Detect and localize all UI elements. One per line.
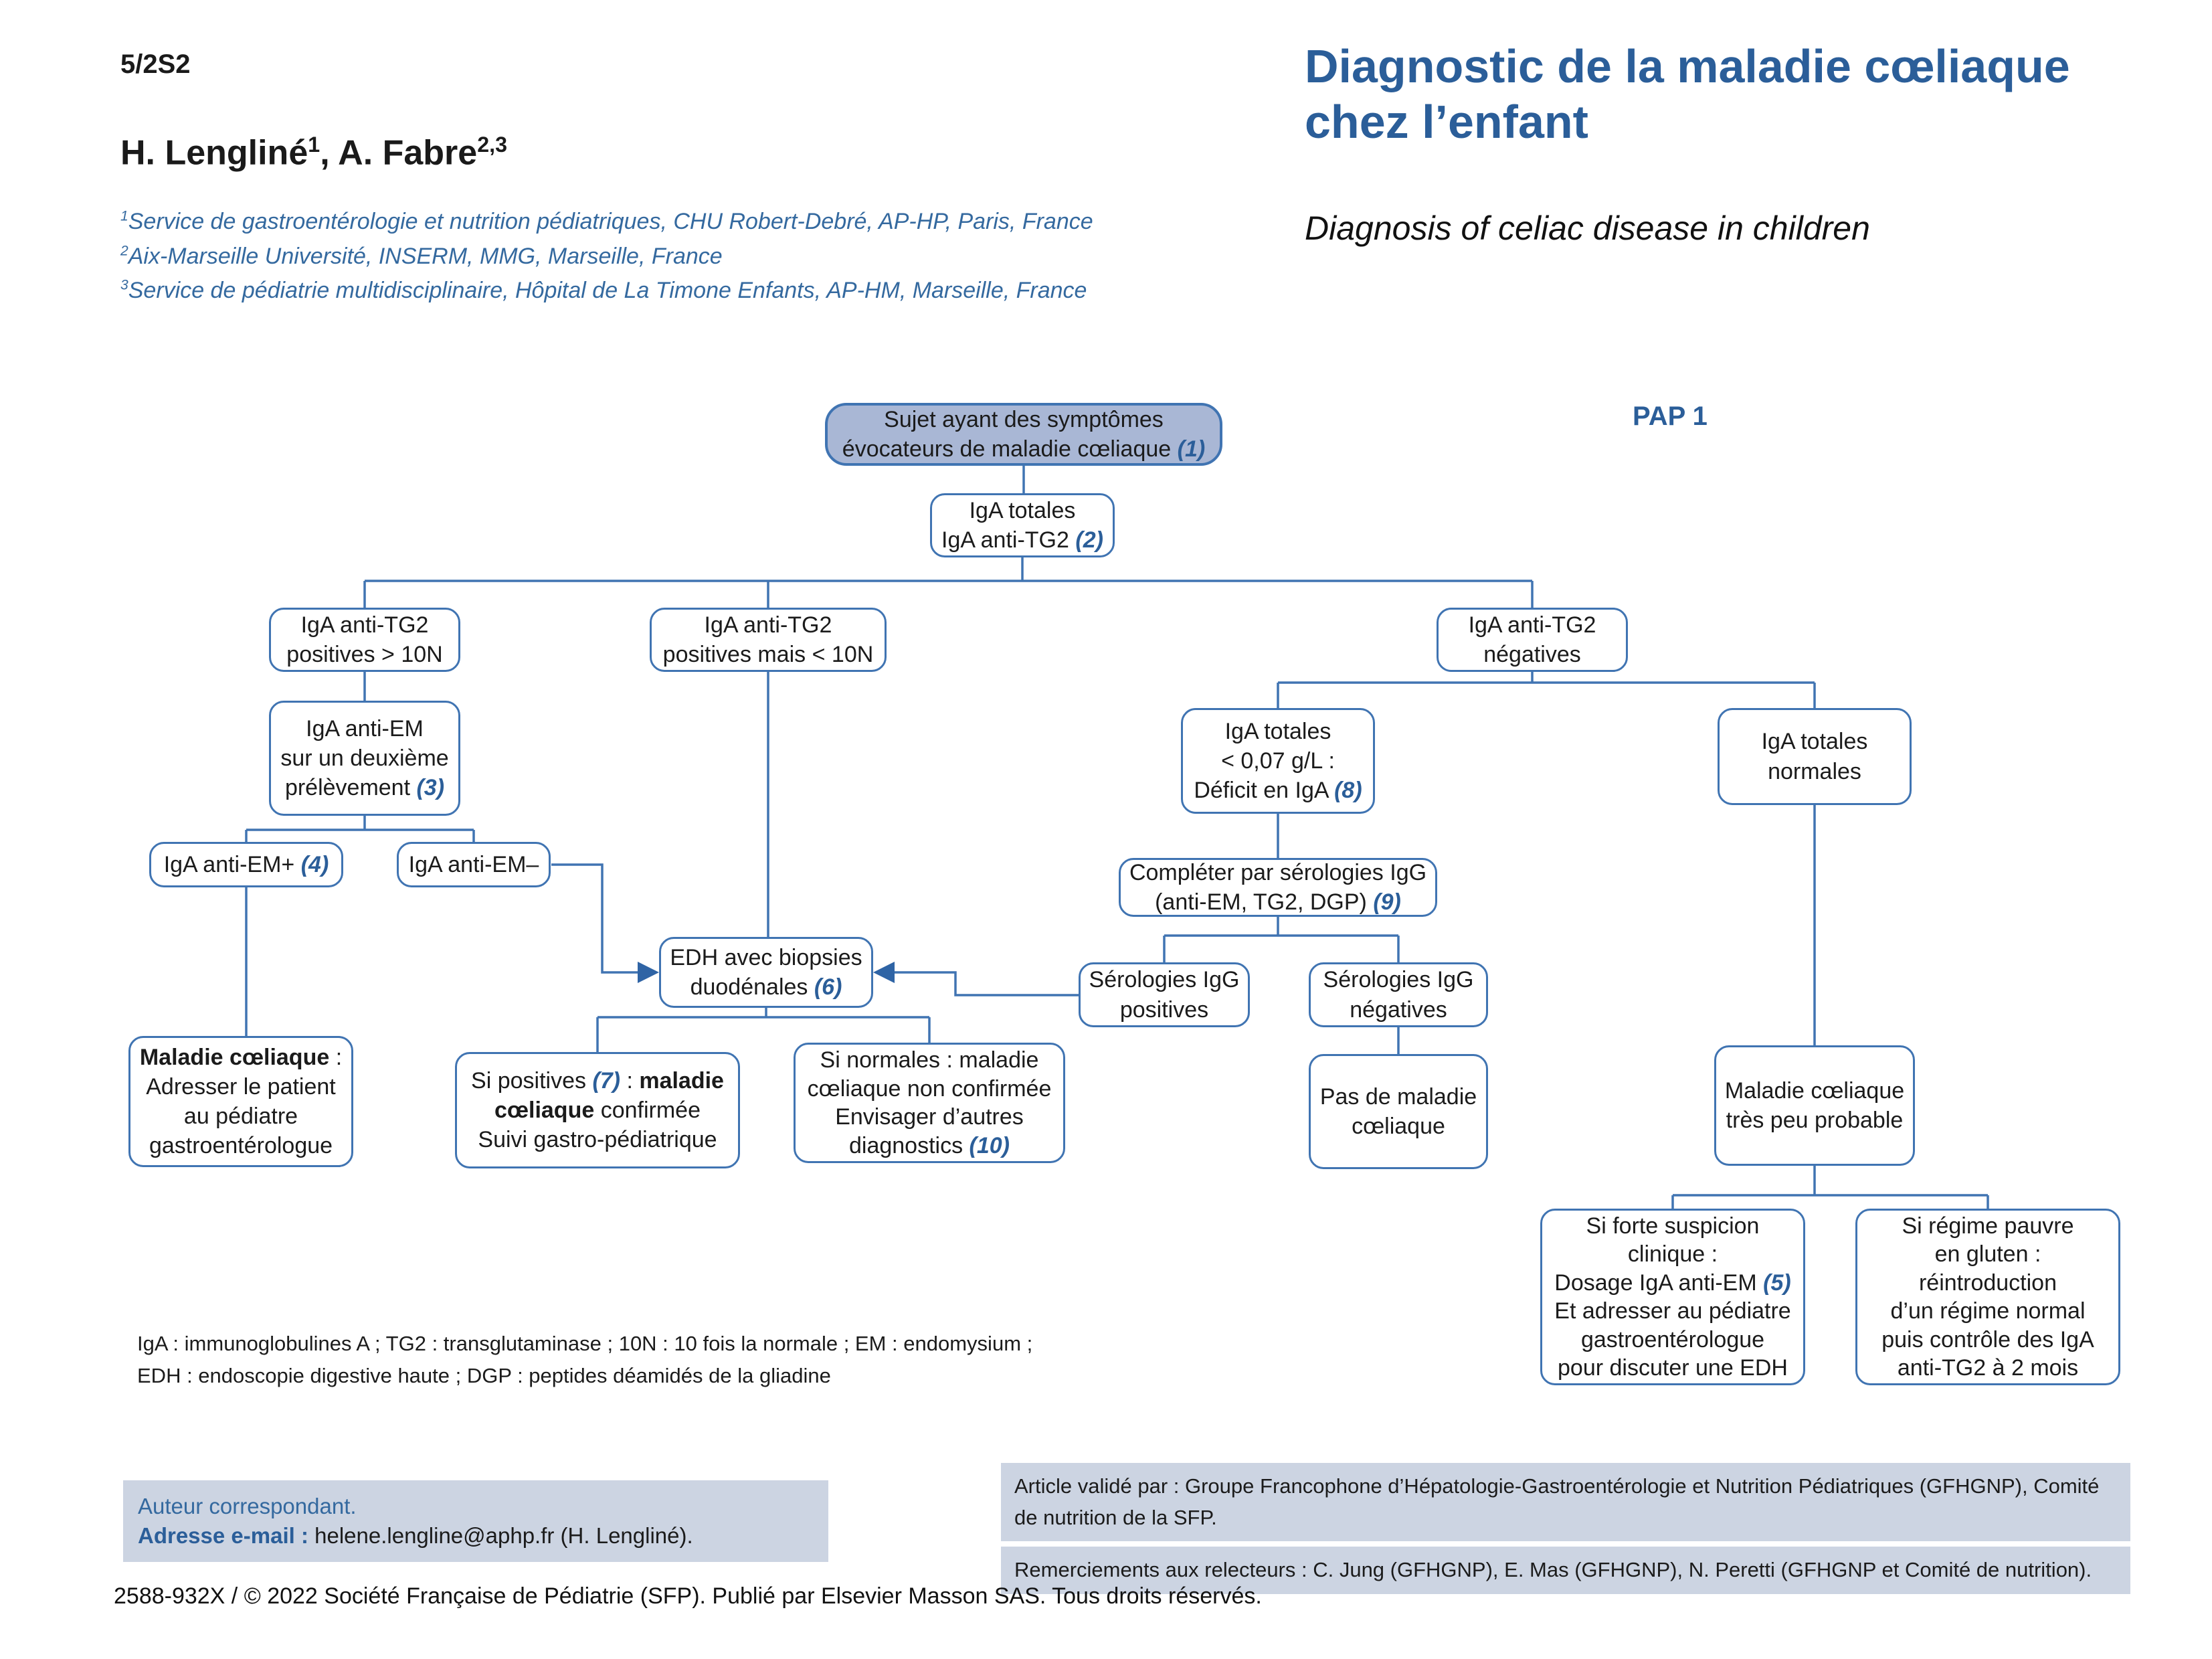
corresponding-author-label: Auteur correspondant. <box>138 1494 357 1518</box>
page-subtitle: Diagnosis of celiac disease in children <box>1305 209 1870 247</box>
flow-box-start: Sujet ayant des symptômes évocateurs de maladie cœliaque (1) <box>825 403 1222 466</box>
corresponding-author-email-line: Adresse e-mail : helene.lengline@aphp.fr (H. Lengliné). <box>138 1523 693 1548</box>
acknowledgements-paragraph: Remerciements aux relecteurs : C. Jung (GFHGNP), E. Mas (GFHGNP), N. Peretti (GFHGNP et Comité de nutrition). <box>1001 1547 2130 1594</box>
flow-box-edh-biopsies: EDH avec biopsies duodénales (6) <box>659 937 873 1008</box>
abbreviations-legend: IgA : immunoglobulines A ; TG2 : transglutaminase ; 10N : 10 fois la normale ; EM : endomysium ; EDH : endoscopie digestive haute ; DGP : peptides déamidés de la gliadine <box>137 1332 1033 1388</box>
flow-box-anti-em-positive: IgA anti-EM+ (4) <box>149 842 343 887</box>
affiliation-2: $^2$Aix-Marseille Université, INSERM, MMG, Marseille, France <box>120 243 723 269</box>
flow-box-celiac-unlikely: Maladie cœliaque très peu probable <box>1714 1045 1915 1166</box>
flow-box-tg2-positive-lt10n: IgA anti-TG2 positives mais < 10N <box>650 608 887 672</box>
affiliation-1: $^1$Service de gastroentérologie et nutrition pédiatriques, CHU Robert-Debré, AP-HP, Paris, France <box>120 208 1093 234</box>
affiliations <box>120 205 1093 309</box>
flow-box-iga-totales-tg2: IgA totales IgA anti-TG2 (2) <box>930 493 1115 557</box>
arrowhead-right-icon <box>638 962 659 983</box>
author-1: H. Lengliné <box>120 133 308 173</box>
flow-box-celiac-not-confirmed: Si normales : maladie cœliaque non confirmée Envisager d’autres diagnostics (10) <box>794 1043 1065 1163</box>
author-2-affiliation-sup: 2,3 <box>477 133 508 157</box>
flow-box-strong-suspicion: Si forte suspicion clinique : Dosage IgA anti-EM (5) Et adresser au pédiatre gastroentérologue pour discuter une EDH <box>1540 1209 1805 1385</box>
corresponding-author-block <box>123 1480 828 1562</box>
flow-box-anti-em-negative: IgA anti-EM– <box>397 842 551 887</box>
flow-box-igg-positives: Sérologies IgG positives <box>1079 962 1250 1027</box>
authors-line: H. Lengliné$^1$, A. Fabre$^{2,3}$ <box>120 133 508 173</box>
flow-box-celiac-refer: Maladie cœliaque : Adresser le patient au pédiatre gastroentérologue <box>128 1036 353 1167</box>
flow-box-igg-negatives: Sérologies IgG négatives <box>1309 962 1488 1027</box>
copyright-line: 2588-932X / © 2022 Société Française de Pédiatrie (SFP). Publié par Elsevier Masson SAS. Tous droits réservés. <box>114 1583 1262 1609</box>
flow-box-no-celiac: Pas de maladie cœliaque <box>1309 1054 1488 1169</box>
flow-box-anti-em-second-sample: IgA anti-EM sur un deuxième prélèvement (3) <box>269 701 460 816</box>
flow-box-tg2-negative: IgA anti-TG2 négatives <box>1437 608 1628 672</box>
validation-block <box>1001 1463 2130 1594</box>
flow-box-igg-serologies: Compléter par sérologies IgG (anti-EM, TG2, DGP) (9) <box>1119 858 1437 917</box>
page-code: 5/2S2 <box>120 50 191 79</box>
author-2: A. Fabre <box>338 133 478 173</box>
flow-box-iga-normales: IgA totales normales <box>1718 708 1912 805</box>
flow-box-celiac-confirmed: Si positives (7) : maladie cœliaque confirmée Suivi gastro-pédiatrique <box>455 1052 740 1168</box>
flow-box-low-gluten-diet: Si régime pauvre en gluten : réintroduction d’un régime normal puis contrôle des IgA anti-TG2 à 2 mois <box>1855 1209 2120 1385</box>
flow-box-iga-deficit: IgA totales < 0,07 g/L : Déficit en IgA (8) <box>1181 708 1375 814</box>
pap-label: PAP 1 <box>1633 402 1708 431</box>
author-1-affiliation-sup: 1 <box>308 133 320 157</box>
flow-box-tg2-positive-gt10n: IgA anti-TG2 positives > 10N <box>269 608 460 672</box>
affiliation-3: $^3$Service de pédiatrie multidisciplinaire, Hôpital de La Timone Enfants, AP-HM, Marseille, France <box>120 278 1087 304</box>
page-title: Diagnostic de la maladie cœliaque chez l’enfant <box>1305 40 2070 148</box>
email-address: helene.lengline@aphp.fr (H. Lengliné). <box>308 1523 693 1548</box>
validated-by-paragraph: Article validé par : Groupe Francophone d’Hépatologie-Gastroentérologie et Nutrition Pédiatriques (GFHGNP), Comité de nutrition de la SFP. <box>1001 1463 2130 1541</box>
arrowhead-left-icon <box>873 962 895 983</box>
